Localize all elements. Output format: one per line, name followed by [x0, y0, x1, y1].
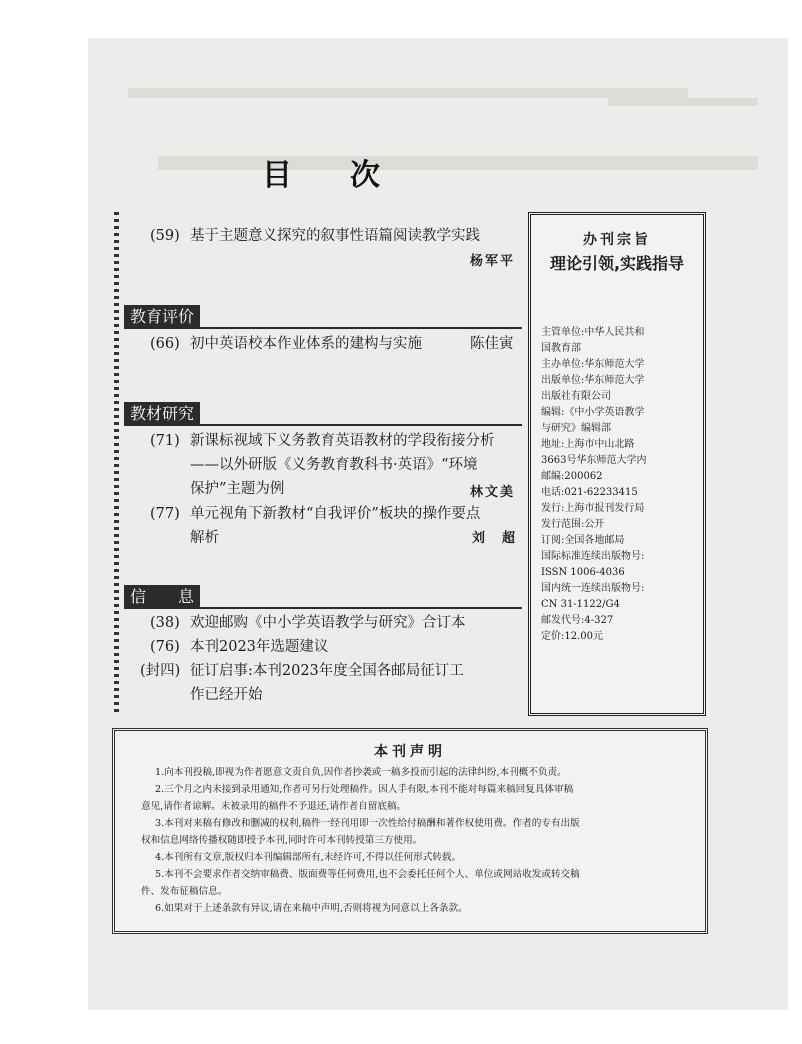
section-label-textbook: 教材研究	[124, 402, 200, 426]
info-line: ISSN 1006-4036	[541, 567, 625, 578]
declaration-title: 本刊声明	[374, 744, 446, 760]
info-line: 主办单位:华东师范大学	[541, 359, 645, 370]
section-rule	[124, 424, 522, 426]
info-line: 编辑:《中小学英语教学	[541, 407, 645, 418]
toc-entry-71-title-line2: ——以外研版《义务教育教科书·英语》“环境	[190, 457, 478, 473]
publication-info	[541, 325, 701, 645]
section-rule	[124, 327, 522, 329]
info-line: 地址:上海市中山北路	[541, 439, 635, 450]
info-line: 国际标准连续出版物号:	[541, 551, 645, 562]
info-line: 出版单位:华东师范大学	[541, 375, 645, 386]
toc-entry-38-number: (38)	[150, 615, 180, 631]
toc-entry-77-author: 刘 超	[472, 531, 518, 546]
toc-entry-back-cover-number: (封四)	[140, 663, 181, 679]
page-title: 目次	[262, 158, 438, 193]
section-rule	[124, 607, 522, 609]
declaration-line: 6.如果对于上述条款有异议,请在来稿中声明,否则将视为同意以上各条款。	[155, 903, 468, 914]
declaration-line: 5.本刊不会要求作者交纳审稿费、版面费等任何费用,也不会委托任何个人、单位或网站收发或转交稿	[155, 869, 580, 880]
info-line: 订阅:全国各地邮局	[541, 535, 625, 546]
toc-entry-66-title: 初中英语校本作业体系的建构与实施	[190, 336, 422, 352]
info-line: 国教育部	[541, 343, 581, 354]
mission-box	[528, 212, 706, 716]
toc-entry-76-title: 本刊2023年选题建议	[190, 639, 329, 655]
info-line: 定价:12.00元	[541, 631, 603, 642]
toc-entry-59-author: 杨军平	[470, 254, 516, 269]
toc-entry-back-cover-title-line2: 作已经开始	[190, 687, 263, 703]
info-line: 主管单位:中华人民共和	[541, 327, 645, 338]
toc-entry-76-number: (76)	[150, 639, 180, 655]
declaration-line: 4.本刊所有文章,版权归本刊编辑部所有,未经许可,不得以任何形式转载。	[155, 852, 462, 863]
declaration-line: 3.本刊对来稿有修改和删减的权利,稿件一经刊用即一次性给付稿酬和著作权使用费。作者的专有出版	[155, 818, 580, 829]
info-line: 发行:上海市报刊发行局	[541, 503, 645, 514]
toc-entry-71-author: 林文美	[470, 485, 516, 500]
toc-entry-66-number: (66)	[150, 336, 180, 352]
toc-entry-back-cover-title-line1: 征订启事:本刊2023年度全国各邮局征订工	[190, 663, 464, 679]
info-line: 与研究》编辑部	[541, 423, 611, 434]
info-line: CN 31-1122/G4	[541, 599, 620, 610]
declaration-line: 2.三个月之内未接到录用通知,作者可另行处理稿件。因人手有限,本刊不能对每篇来稿回复具体审稿	[155, 784, 574, 795]
info-line: 邮编:200062	[541, 471, 603, 482]
info-line: 邮发代号:4-327	[541, 615, 614, 626]
mission-title: 办刊宗旨	[583, 232, 651, 248]
info-line: 发行范围:公开	[541, 519, 605, 530]
toc-entry-71-number: (71)	[150, 433, 180, 449]
declaration-line: 意见,请作者谅解。未被录用的稿件不予退还,请作者自留底稿。	[141, 801, 407, 812]
declaration-box	[112, 728, 708, 934]
info-line: 出版社有限公司	[541, 391, 611, 402]
toc-entry-59-title: 基于主题意义探究的叙事性语篇阅读教学实践	[190, 228, 480, 244]
toc-entry-38-title: 欢迎邮购《中小学英语教学与研究》合订本	[190, 615, 466, 631]
bleed-through-text	[608, 98, 758, 106]
toc-entry-77-title-line1: 单元视角下新教材“自我评价”板块的操作要点	[190, 506, 481, 522]
mission-slogan: 理论引领,实践指导	[549, 254, 685, 273]
toc-entry-71-title-line1: 新课标视域下义务教育英语教材的学段衔接分析	[190, 433, 495, 449]
toc-entry-77-number: (77)	[150, 506, 180, 522]
bleed-through-text	[128, 88, 688, 98]
section-label-info: 信 息	[124, 585, 200, 609]
declaration-line: 件、发布征稿信息。	[141, 886, 228, 897]
declaration-line: 1.向本刊投稿,即视为作者愿意文责自负,因作者抄袭或一稿多投而引起的法律纠纷,本刊概不负责。	[155, 767, 567, 778]
toc-entry-59-number: (59)	[150, 228, 180, 244]
declaration-line: 权和信息网络传播权随即授予本刊,同时许可本刊转授第三方使用。	[141, 835, 423, 846]
dotted-border	[114, 212, 119, 716]
toc-entry-71-title-line3: 保护”主题为例	[190, 481, 285, 497]
info-line: 国内统一连续出版物号:	[541, 583, 645, 594]
section-label-evaluation: 教育评价	[124, 305, 200, 329]
toc-entry-66-author: 陈佳寅	[470, 336, 514, 352]
info-line: 3663号华东师范大学内	[541, 455, 647, 466]
bleed-through-text	[158, 156, 758, 170]
toc-entry-77-title-line2: 解析	[190, 530, 219, 546]
info-line: 电话:021-62233415	[541, 487, 638, 498]
